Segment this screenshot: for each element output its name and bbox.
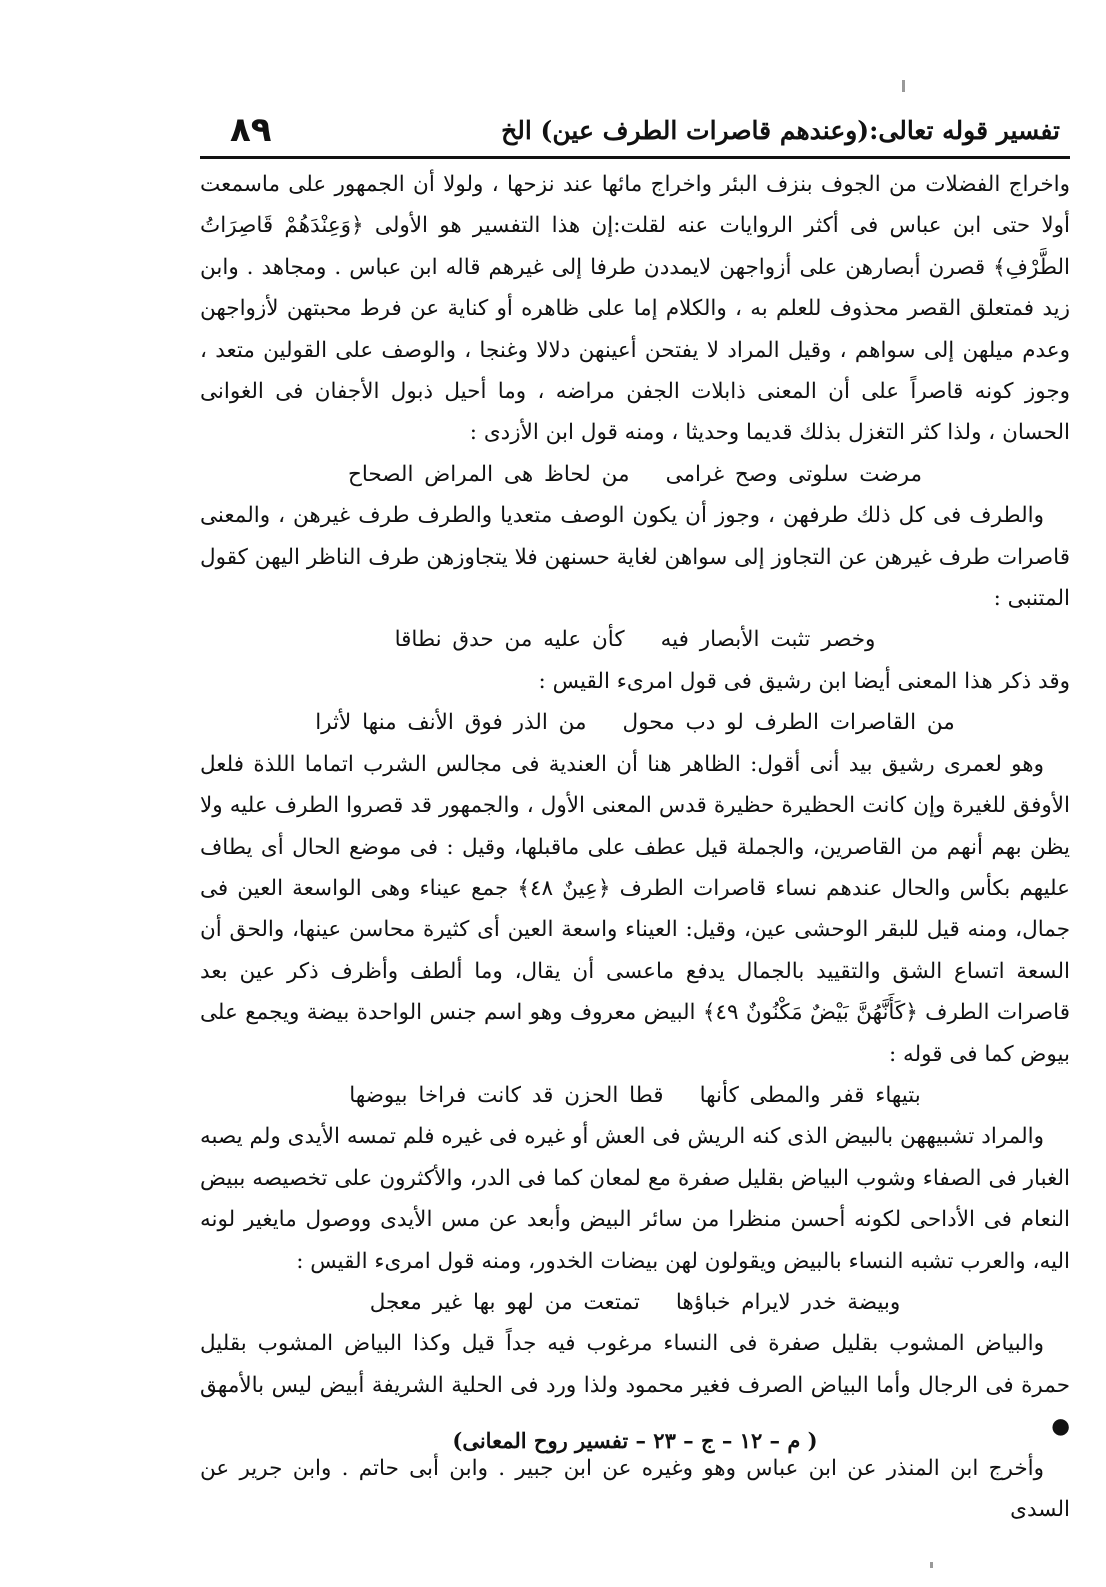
page-header [200,110,1070,159]
hemistich: كأن عليه من حدق نطاقا [394,627,625,653]
margin-mark [902,80,905,92]
hemistich: من القاصرات الطرف لو دب محول [622,710,955,736]
page-number: ٨٩ [230,110,272,150]
verse [200,619,1070,660]
paragraph: والبياض المشوب بقليل صفرة فى النساء مرغوب فيه جداً قيل وكذا البياض المشوب بقليل حمرة فى الرجال وأما البياض الصرف فغير محمود ولذا ورد فى الحلية الشريفة أبيض ليس بالأمهق ● [200,1331,1070,1440]
verse [200,454,1070,495]
verse [200,1282,1070,1323]
signature-line: ( م – ١٢ – ج – ٢٣ – تفسير روح المعانى) [452,1428,818,1453]
margin-mark [930,1562,933,1568]
verse [200,1075,1070,1116]
paragraph: وهو لعمرى رشيق بيد أنى أقول: الظاهر هنا أن العندية فى مجالس الشرب اتماما اللذة فلعل الأوفق للغيرة وإن كانت الحظيرة حظيرة قدس المعنى الأول ، والجمهور قد قصروا الطرف عليه ولا يظن بهم أنهم من القاصرين، والجملة قيل عطف على ماقبلها، وقيل : فى موضع الحال أى يطاف عليهم بكأس والحال عندهم نساء قاصرات الطرف ﴿عِينٌ ٤٨﴾ جمع عيناء وهى الواسعة العين فى جمال، ومنه قيل للبقر الوحشى عين، وقيل: العيناء واسعة العين أى كثيرة محاسن عينها، والحق أن السعة اتساع الشق والتقييد بالجمال يدفع ماعسى أن يقال، وما ألطف وأظرف ذكر عين بعد قاصرات الطرف ﴿كَأَنَّهُنَّ بَيْضٌ مَكْنُونٌ ٤٩﴾ البيض معروف وهو اسم جنس الواحدة بيضة ويجمع على بيوض كما فى قوله : [200,751,1071,1067]
hemistich: من لحاظ هى المراض الصحاح [347,461,630,487]
paragraph: واخراج الفضلات من الجوف بنزف البئر واخراج مائها عند نزحها ، ولولا أن الجمهور على ماسمعت أولا حتى ابن عباس فى أكثر الروايات عنه لقلت:إن هذا التفسير هو الأولى ﴿وَعِنْدَهُمْ قَاصِرَاتُ الطَّرْفِ﴾ قصرن أبصارهن على أزواجهن لايمددن طرفا إلى غيرهم قاله ابن عباس . ومجاهد . وابن زيد فمتعلق القصر محذوف للعلم به ، والكلام إما على ظاهره أو كناية عن فرط محبتهن لأزواجهن وعدم ميلهن إلى سواهم ، وقيل المراد لا يفتحن أعينهن دلالا وغنجا ، والوصف على القولين متعد ، وجوز كونه قاصراً على أن المعنى ذابلات الجفن مراضه ، وما أحيل ذبول الأجفان فى الغوانى الحسان ، ولذا كثر التغزل بذلك قديما وحديثا ، ومنه قول ابن الأزدى : [200,172,1070,446]
hemistich: من الذر فوق الأنف منها لأثرا [315,710,587,736]
paragraph: والمراد تشبيههن بالبيض الذى كنه الريش فى العش أو غيره فى غيره فلم تمسه الأيدى ولم يصبه الغبار فى الصفاء وشوب البياض بقليل صفرة مع لمعان كما فى الدر، والأكثرون على تخصيصه ببيض النعام فى الأداحى لكونه أحسن منظرا من سائر البيض وأبعد عن مس الأيدى ووصول مايغير لونه اليه، والعرب تشبه النساء بالبيض ويقولون لهن بيضات الخدور، ومنه قول امرىء القيس : [200,1124,1070,1274]
running-title: تفسير قوله تعالى:(وعندهم قاصرات الطرف عين) الخ [501,116,1060,145]
paragraph: والطرف فى كل ذلك طرفهن ، وجوز أن يكون الوصف متعديا والطرف طرف غيرهن ، والمعنى قاصرات طرف غيرهن عن التجاوز إلى سواهن لغاية حسنهن فلا يتجاوزهن طرف الناظر اليهن كقول المتنبى : [200,503,1070,612]
hemistich: بتيهاء قفر والمطى كأنها [699,1082,921,1108]
paragraph: وأخرج ابن المنذر عن ابن عباس وهو وغيره عن ابن جبير . وابن أبى حاتم . وابن جرير عن السدى [200,1455,1070,1522]
hemistich: مرضت سلوتى وصح غرامى [665,461,923,487]
hemistich: قطا الحزن قد كانت فراخا بيوضها [349,1082,664,1108]
hemistich: وبيضة خدر لايرام خباؤها [675,1289,901,1315]
hemistich: وخصر تثبت الأبصار فيه [660,627,876,653]
body-text [200,164,1070,1530]
paragraph: وقد ذكر هذا المعنى أيضا ابن رشيق فى قول امرىء القيس : [538,668,1070,694]
verse [200,702,1070,743]
hemistich: تمتعت من لهو بها غير معجل [369,1289,640,1315]
